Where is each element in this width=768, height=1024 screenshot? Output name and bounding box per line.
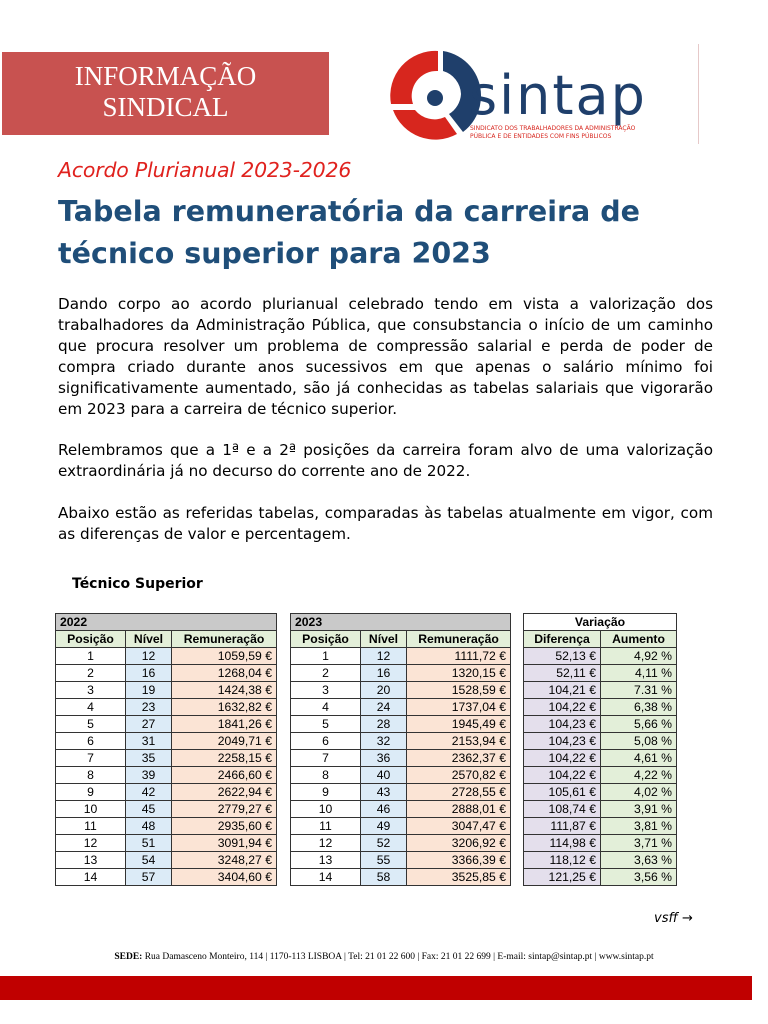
table-row	[291, 699, 511, 716]
table-row	[524, 869, 677, 886]
table-row	[56, 682, 277, 699]
sintap-emblem-icon	[390, 51, 481, 140]
table-cell: 1	[291, 648, 361, 665]
logo-tagline-1: SINDICATO DOS TRABALHADORES DA ADMINISTRAÇÃO	[470, 125, 636, 132]
table-cell: 104,23 €	[524, 733, 601, 750]
table-2022	[55, 613, 277, 886]
sintap-logo	[383, 46, 703, 146]
kicker: Acordo Plurianual 2023-2026	[58, 158, 352, 182]
table-row	[56, 699, 277, 716]
table-cell: 3,56 %	[601, 869, 677, 886]
table-cell: 43	[361, 784, 407, 801]
table-cell: 8	[56, 767, 126, 784]
table-row	[291, 733, 511, 750]
table-cell: 13	[56, 852, 126, 869]
logo-divider	[698, 44, 699, 144]
header-nivel: Nível	[126, 631, 172, 648]
table-row	[291, 716, 511, 733]
header-remuneracao: Remuneração	[172, 631, 277, 648]
logo-tagline-2: PÚBLICA E DE ENTIDADES COM FINS PÚBLICOS	[470, 133, 612, 140]
table-cell: 1	[56, 648, 126, 665]
table-cell: 3,63 %	[601, 852, 677, 869]
table-cell: 2153,94 €	[407, 733, 511, 750]
table-cell: 1841,26 €	[172, 716, 277, 733]
table-title: Variação	[524, 614, 677, 631]
table-row	[524, 665, 677, 682]
table-row	[524, 648, 677, 665]
table-cell: 12	[361, 648, 407, 665]
table-cell: 3091,94 €	[172, 835, 277, 852]
arrow-right-icon: →	[682, 911, 693, 926]
table-cell: 2935,60 €	[172, 818, 277, 835]
table-row	[56, 818, 277, 835]
table-cell: 4,92 %	[601, 648, 677, 665]
table-row	[524, 801, 677, 818]
table-row	[524, 682, 677, 699]
table-cell: 1111,72 €	[407, 648, 511, 665]
table-cell: 6	[291, 733, 361, 750]
table-cell: 2622,94 €	[172, 784, 277, 801]
table-cell: 42	[126, 784, 172, 801]
table-cell: 3,71 %	[601, 835, 677, 852]
table-cell: 11	[291, 818, 361, 835]
table-cell: 3248,27 €	[172, 852, 277, 869]
table-cell: 4,22 %	[601, 767, 677, 784]
table-cell: 4,11 %	[601, 665, 677, 682]
table-row	[524, 716, 677, 733]
table-row	[56, 869, 277, 886]
table-cell: 3	[56, 682, 126, 699]
banner-line-1: INFORMAÇÃO	[74, 61, 257, 91]
table-cell: 121,25 €	[524, 869, 601, 886]
table-cell: 2728,55 €	[407, 784, 511, 801]
table-cell: 2570,82 €	[407, 767, 511, 784]
table-2023	[290, 613, 511, 886]
table-cell: 3525,85 €	[407, 869, 511, 886]
table-row	[56, 733, 277, 750]
table-cell: 2466,60 €	[172, 767, 277, 784]
table-cell: 16	[126, 665, 172, 682]
table-cell: 10	[56, 801, 126, 818]
table-cell: 12	[56, 835, 126, 852]
table-cell: 2	[56, 665, 126, 682]
table-cell: 52,13 €	[524, 648, 601, 665]
table-cell: 19	[126, 682, 172, 699]
table-cell: 45	[126, 801, 172, 818]
banner-line-2: SINDICAL	[102, 92, 229, 122]
table-year-row	[56, 614, 277, 631]
table-cell: 9	[56, 784, 126, 801]
table-cell: 7.31 %	[601, 682, 677, 699]
table-cell: 5	[291, 716, 361, 733]
table-cell: 40	[361, 767, 407, 784]
table-cell: 104,21 €	[524, 682, 601, 699]
table-cell: 1632,82 €	[172, 699, 277, 716]
table-cell: 3,91 %	[601, 801, 677, 818]
table-cell: 3	[291, 682, 361, 699]
header-diferenca: Diferença	[524, 631, 601, 648]
table-cell: 14	[56, 869, 126, 886]
table-row	[56, 716, 277, 733]
table-cell: 2	[291, 665, 361, 682]
table-row	[291, 852, 511, 869]
table-cell: 108,74 €	[524, 801, 601, 818]
table-cell: 24	[361, 699, 407, 716]
table-cell: 104,22 €	[524, 767, 601, 784]
header-nivel: Nível	[361, 631, 407, 648]
table-cell: 31	[126, 733, 172, 750]
table-cell: 16	[361, 665, 407, 682]
table-header-row	[524, 631, 677, 648]
footer-address: Rua Damasceno Monteiro, 114 | 1170-113 LISBOA | Tel: 21 01 22 600 | Fax: 21 01 22 699 | E-mail: sintap@sintap.pt | www.sintap.pt	[144, 952, 654, 962]
table-row	[56, 784, 277, 801]
vsff-label: vsff	[654, 911, 678, 926]
table-row	[56, 852, 277, 869]
table-cell: 57	[126, 869, 172, 886]
table-cell: 1320,15 €	[407, 665, 511, 682]
logo-wordmark: sintap	[469, 64, 647, 127]
table-header-row	[56, 631, 277, 648]
table-cell: 111,87 €	[524, 818, 601, 835]
table-cell: 32	[361, 733, 407, 750]
table-row	[56, 767, 277, 784]
table-cell: 5,08 %	[601, 733, 677, 750]
table-row	[524, 750, 677, 767]
table-cell: 9	[291, 784, 361, 801]
table-row	[524, 767, 677, 784]
page-title: Tabela remuneratória da carreira de técnico superior para 2023	[58, 195, 640, 270]
footer-label: SEDE:	[114, 952, 143, 962]
table-cell: 4,02 %	[601, 784, 677, 801]
table-cell: 7	[291, 750, 361, 767]
table-cell: 4,61 %	[601, 750, 677, 767]
paragraph-1: Dando corpo ao acordo plurianual celebrado tendo em vista a valorização dos trabalhadores da Administração Pública, que consubstancia o início de um caminho que procura resolver um problema de compressão salarial e perda de poder de compra criado durante anos sucessivos em que apenas o salário mínimo foi significativamente aumentado, são já conhecidas as tabelas salariais que vigorarão em 2023 para a carreira de técnico superior.	[58, 295, 713, 418]
table-cell: 46	[361, 801, 407, 818]
informacao-sindical-banner	[2, 52, 329, 135]
table-row	[56, 801, 277, 818]
table-row	[56, 750, 277, 767]
table-cell: 3206,92 €	[407, 835, 511, 852]
table-row	[291, 750, 511, 767]
table-2023-body	[291, 648, 511, 886]
table-row	[291, 869, 511, 886]
footer	[0, 952, 768, 962]
table-2022-body	[56, 648, 277, 886]
table-row	[524, 835, 677, 852]
table-cell: 51	[126, 835, 172, 852]
header-remuneracao: Remuneração	[407, 631, 511, 648]
table-cell: 1945,49 €	[407, 716, 511, 733]
table-row	[524, 733, 677, 750]
table-cell: 5	[56, 716, 126, 733]
table-cell: 2362,37 €	[407, 750, 511, 767]
table-row	[291, 818, 511, 835]
table-cell: 6	[56, 733, 126, 750]
table-cell: 36	[361, 750, 407, 767]
table-row	[524, 852, 677, 869]
table-cell: 49	[361, 818, 407, 835]
table-cell: 3,81 %	[601, 818, 677, 835]
table-cell: 2258,15 €	[172, 750, 277, 767]
footer-red-bar	[0, 976, 752, 1000]
table-cell: 104,22 €	[524, 699, 601, 716]
table-cell: 118,12 €	[524, 852, 601, 869]
table-row	[291, 682, 511, 699]
table-cell: 114,98 €	[524, 835, 601, 852]
table-cell: 12	[126, 648, 172, 665]
table-cell: 1424,38 €	[172, 682, 277, 699]
table-cell: 3047,47 €	[407, 818, 511, 835]
table-year-row	[291, 614, 511, 631]
table-row	[291, 835, 511, 852]
table-cell: 20	[361, 682, 407, 699]
table-cell: 23	[126, 699, 172, 716]
table-cell: 35	[126, 750, 172, 767]
table-cell: 39	[126, 767, 172, 784]
table-row	[291, 665, 511, 682]
table-year: 2023	[291, 614, 511, 631]
table-variacao-body	[524, 648, 677, 886]
table-cell: 48	[126, 818, 172, 835]
table-cell: 2779,27 €	[172, 801, 277, 818]
table-cell: 1268,04 €	[172, 665, 277, 682]
table-row	[56, 648, 277, 665]
table-variacao	[523, 613, 677, 886]
table-cell: 7	[56, 750, 126, 767]
table-row	[291, 801, 511, 818]
table-cell: 1528,59 €	[407, 682, 511, 699]
table-cell: 27	[126, 716, 172, 733]
table-row	[524, 818, 677, 835]
table-cell: 28	[361, 716, 407, 733]
table-cell: 1737,04 €	[407, 699, 511, 716]
header-posicao: Posição	[56, 631, 126, 648]
table-cell: 4	[291, 699, 361, 716]
table-cell: 13	[291, 852, 361, 869]
table-cell: 105,61 €	[524, 784, 601, 801]
table-cell: 6,38 %	[601, 699, 677, 716]
table-row	[524, 784, 677, 801]
table-cell: 104,22 €	[524, 750, 601, 767]
table-year: 2022	[56, 614, 277, 631]
table-cell: 55	[361, 852, 407, 869]
table-cell: 52	[361, 835, 407, 852]
section-title: Técnico Superior	[72, 576, 203, 592]
table-cell: 8	[291, 767, 361, 784]
table-cell: 3366,39 €	[407, 852, 511, 869]
table-cell: 52,11 €	[524, 665, 601, 682]
table-row	[291, 784, 511, 801]
table-cell: 5,66 %	[601, 716, 677, 733]
table-row	[56, 665, 277, 682]
table-cell: 2049,71 €	[172, 733, 277, 750]
paragraph-3: Abaixo estão as referidas tabelas, comparadas às tabelas atualmente em vigor, com as diferenças de valor e percentagem.	[58, 504, 713, 543]
table-row	[291, 767, 511, 784]
header-posicao: Posição	[291, 631, 361, 648]
table-cell: 54	[126, 852, 172, 869]
table-cell: 104,23 €	[524, 716, 601, 733]
vsff-link[interactable]	[654, 911, 693, 926]
table-cell: 58	[361, 869, 407, 886]
table-cell: 3404,60 €	[172, 869, 277, 886]
paragraph-2: Relembramos que a 1ª e a 2ª posições da carreira foram alvo de uma valorização extraordinária já no decurso do corrente ano de 2022.	[58, 441, 713, 480]
table-cell: 4	[56, 699, 126, 716]
table-cell: 2888,01 €	[407, 801, 511, 818]
table-cell: 14	[291, 869, 361, 886]
table-cell: 12	[291, 835, 361, 852]
table-cell: 10	[291, 801, 361, 818]
table-header-row	[291, 631, 511, 648]
table-row	[56, 835, 277, 852]
table-cell: 11	[56, 818, 126, 835]
table-title-row	[524, 614, 677, 631]
header-aumento: Aumento	[601, 631, 677, 648]
table-row	[291, 648, 511, 665]
table-row	[524, 699, 677, 716]
table-cell: 1059,59 €	[172, 648, 277, 665]
